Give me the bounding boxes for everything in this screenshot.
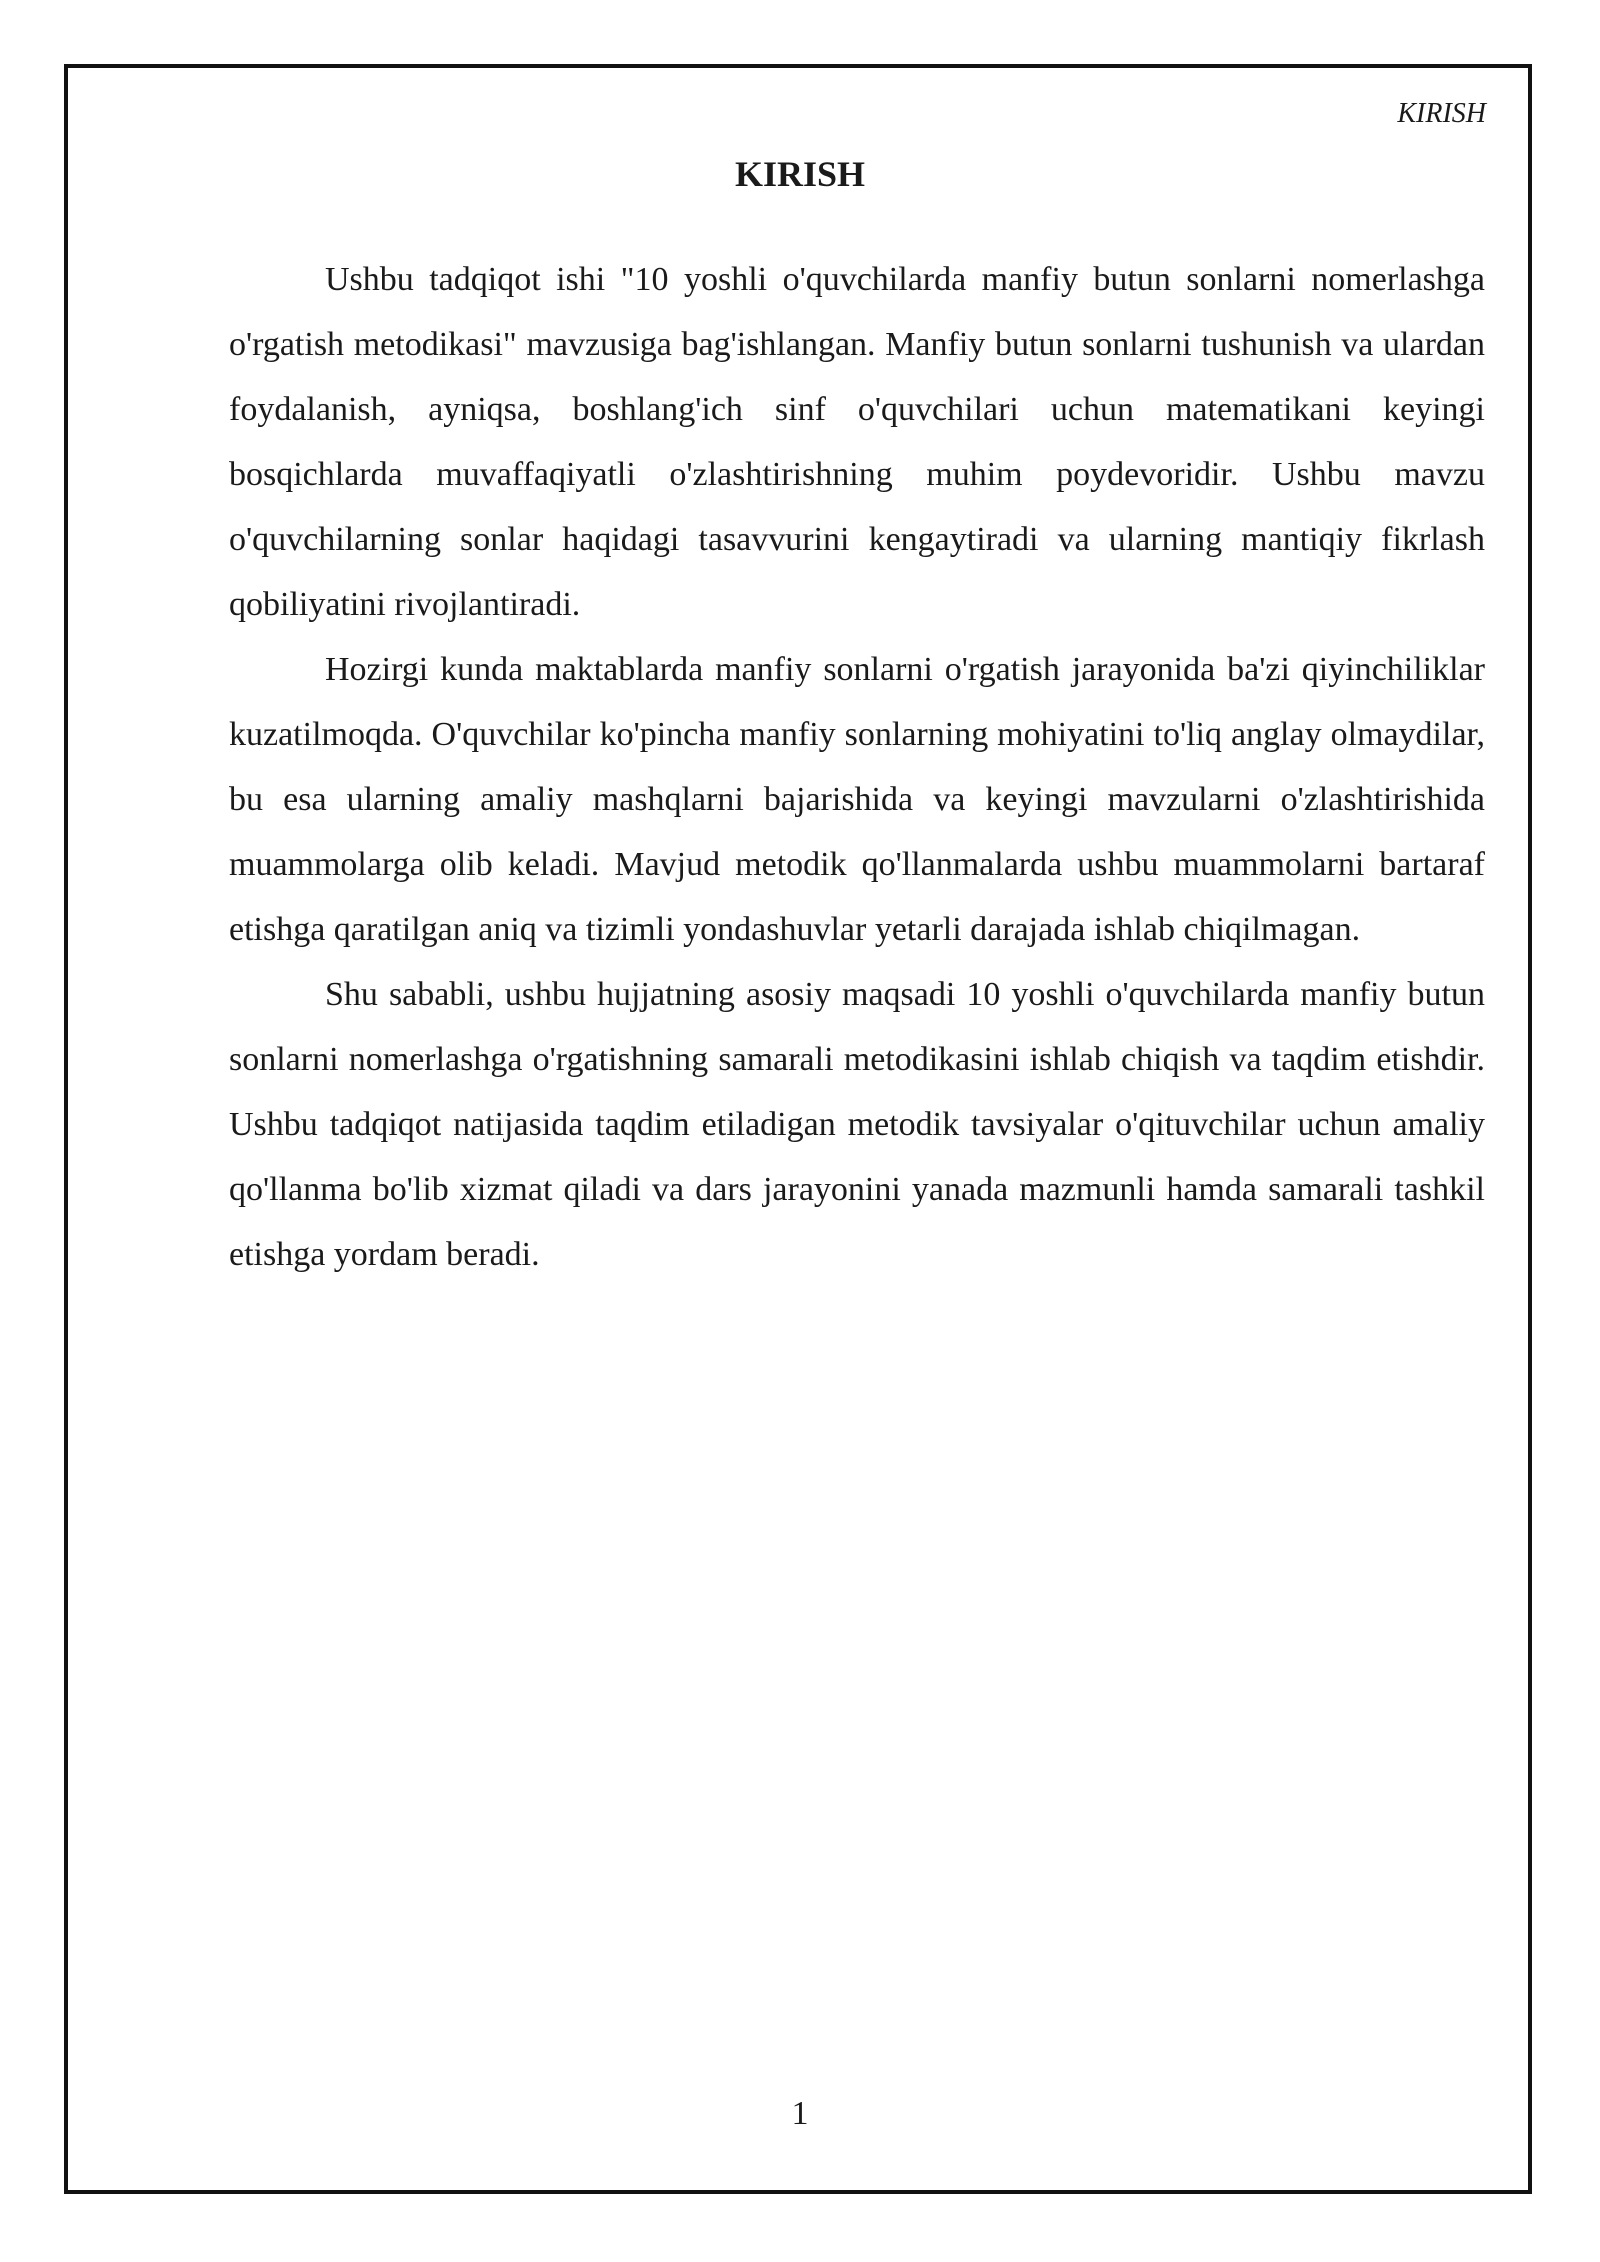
body-text — [229, 247, 1485, 1287]
paragraph: Shu sababli, ushbu hujjatning asosiy maqsadi 10 yoshli o'quvchilarda manfiy butun sonlarni nomerlashga o'rgatishning samarali metodikasini ishlab chiqish va taqdim etishdir. Ushbu tadqiqot natijasida taqdim etiladigan metodik tavsiyalar o'qituvchilar uchun amaliy qo'llanma bo'lib xizmat qiladi va dars jarayonini yanada mazmunli hamda samarali tashkil etishga yordam beradi. — [229, 976, 1485, 1273]
running-header: KIRISH — [1397, 98, 1486, 129]
paragraph: Ushbu tadqiqot ishi "10 yoshli o'quvchilarda manfiy butun sonlarni nomerlashga o'rgatish metodikasi" mavzusiga bag'ishlangan. Manfiy butun sonlarni tushunish va ulardan foydalanish, ayniqsa, boshlang'ich sinf o'quvchilari uchun matematikani keyingi bosqichlarda muvaffaqiyatli o'zlashtirishning muhim poydevoridir. Ushbu mavzu o'quvchilarning sonlar haqidagi tasavvurini kengaytiradi va ularning mantiqiy fikrlash qobiliyatini rivojlantiradi. — [229, 261, 1485, 623]
page-title: KIRISH — [734, 154, 866, 194]
page-number: 1 — [791, 2095, 809, 2132]
paragraph: Hozirgi kunda maktablarda manfiy sonlarni o'rgatish jarayonida ba'zi qiyinchiliklar kuzatilmoqda. O'quvchilar ko'pincha manfiy sonlarning mohiyatini to'liq anglay olmaydilar, bu esa ularning amaliy mashqlarni bajarishida va keyingi mavzularni o'zlashtirishida muammolarga olib keladi. Mavjud metodik qo'llanmalarda ushbu muammolarni bartaraf etishga qaratilgan aniq va tizimli yondashuvlar yetarli darajada ishlab chiqilmagan. — [229, 651, 1485, 948]
